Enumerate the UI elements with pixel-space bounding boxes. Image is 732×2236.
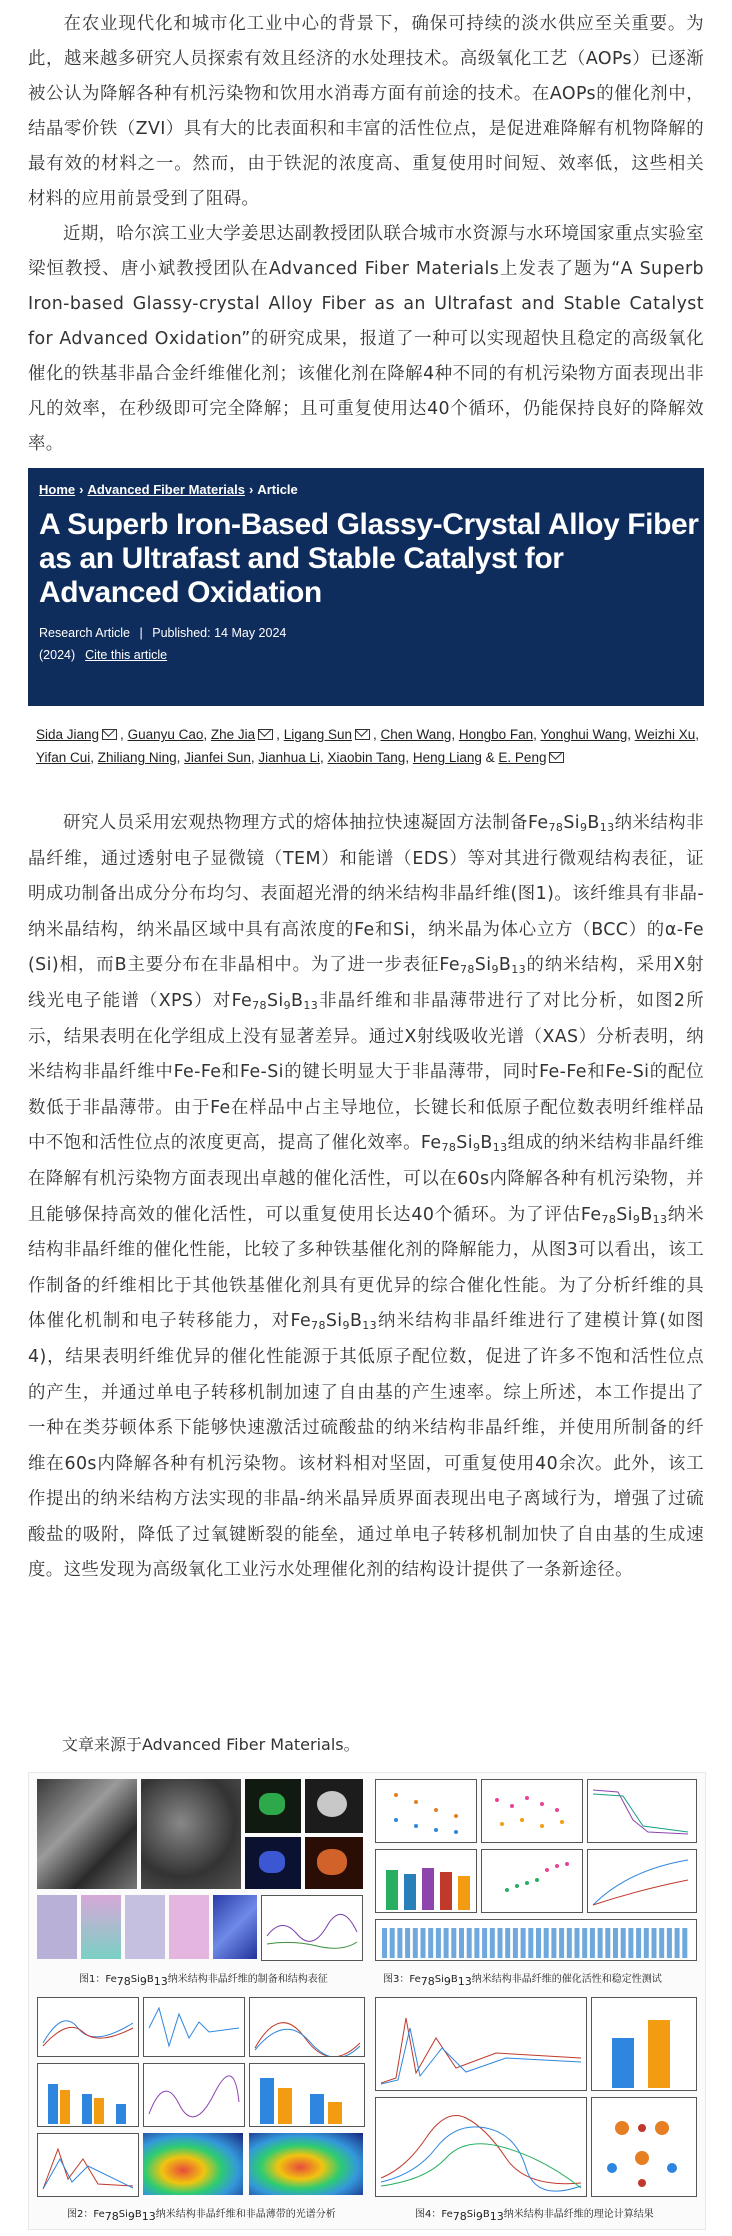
figure-4 (375, 1997, 697, 2223)
author-name[interactable]: Guanyu Cao (127, 727, 204, 742)
author-name[interactable]: Hongbo Fan (458, 727, 534, 742)
apt-map-1 (37, 1895, 77, 1959)
fig2-plot-g (37, 2133, 139, 2197)
author-name[interactable]: Yonghui Wang (540, 727, 628, 742)
fig2-plot-b (143, 1997, 245, 2057)
cycle-bar (436, 1928, 441, 1958)
cycle-bar (621, 1928, 626, 1958)
apt-map-5 (213, 1895, 257, 1959)
cycle-bar (390, 1928, 395, 1958)
cycle-bar (675, 1928, 680, 1958)
cycle-bar (575, 1928, 580, 1958)
fig2-plot-e (143, 2063, 245, 2127)
email-icon[interactable] (355, 729, 370, 740)
cycle-bar (451, 1928, 456, 1958)
author-list: Sida Jiang , Guanyu Cao, Zhe Jia , Ligang Sun , Chen Wang, Hongbo Fan, Yonghui Wang, Weizhi Xu, Yifan Cui, Zhiliang Ning, Jianfei Sun, Jianhua Li, Xiaobin Tang, Heng Liang & E. Peng (36, 727, 700, 765)
cycle-bar (505, 1928, 510, 1958)
source-note: 文章来源于Advanced Fiber Materials。 (62, 1735, 360, 1754)
cycle-bar (474, 1928, 479, 1958)
fig1-caption: 图1：$Fe_{78}Si_9B_{13}$纳米结构非晶纤维的制备和结构表征 (79, 1974, 328, 1988)
apt-map-4 (169, 1895, 209, 1959)
cycle-bar (598, 1928, 603, 1958)
fig2-plot-c (249, 1997, 365, 2057)
article-meta (39, 626, 286, 640)
fig2-plot-f (249, 2063, 365, 2127)
figure-1 (37, 1779, 365, 1989)
cycle-bar (652, 1928, 657, 1958)
separator: | (139, 626, 143, 640)
cycle-bar (613, 1928, 618, 1958)
author-name[interactable]: Jianhua Li (258, 750, 320, 765)
wavelet-map-1 (143, 2133, 243, 2195)
fig3-plot-f (587, 1849, 697, 1913)
fig3-caption: 图3：$Fe_{78}Si_9B_{13}$纳米结构非晶纤维的催化活性和稳定性测试 (383, 1974, 662, 1988)
fig4-plot-a (375, 1997, 587, 2091)
author-name[interactable]: Chen Wang (380, 727, 452, 742)
eds-map-si (305, 1779, 363, 1833)
hrtem-image (141, 1779, 241, 1889)
cycle-bar (528, 1928, 533, 1958)
cycle-bar (536, 1928, 541, 1958)
cycle-bar (559, 1928, 564, 1958)
figure-2 (37, 1997, 365, 2223)
eds-map-b (245, 1837, 301, 1889)
email-icon[interactable] (549, 752, 564, 763)
intro-paragraph-2: 近期，哈尔滨工业大学姜思达副教授团队联合城市水资源与水环境国家重点实验室梁恒教授、唐小斌教授团队在Advanced Fiber Materials上发表了题为“A Superb Iron-based Glassy-crystal Alloy Fiber as an Ultrafast and Stable Catalyst for Advanced Oxidation”的研究成果，报道了一种可以实现超快且稳定的高级氧化催化的铁基非晶合金纤维催化剂；该催化剂在降解4种不同的有机污染物方面表现出非凡的效率，在秒级即可完全降解；且可重复使用达40个循环，仍能保持良好的降解效率。 (28, 224, 704, 454)
cycle-bar (405, 1928, 410, 1958)
cycle-bar (490, 1928, 495, 1958)
apt-map-3 (125, 1895, 165, 1959)
fig2-plot-a (37, 1997, 139, 2057)
body-paragraph: 研究人员采用宏观热物理方式的熔体抽拉快速凝固方法制备$Fe_{78}Si_9B_{13}$纳米结构非晶纤维，通过透射电子显微镜（TEM）和能谱（EDS）等对其进行微观结构表征，证明成功制备出成分分布均匀、表面超光滑的纳米结构非晶纤维(图1)。该纤维具有非晶-纳米晶结构，纳米晶区域中具有高浓度的Fe和Si，纳米晶为体心立方（BCC）的α-Fe (Si)相，而B主要分布在非晶相中。为了进一步表征$Fe_{78}Si_9B_{13}$的纳米结构，采用X射线光电子能谱（XPS）对$Fe_{78}Si_9B_{13}$非晶纤维和非晶薄带进行了对比分析，如图2所示，结果表明在化学组成上没有显著差异。通过X射线吸收光谱（XAS）分析表明，纳米结构非晶纤维中Fe-Fe和Fe-Si的键长明显大于非晶薄带，同时Fe-Fe和Fe-Si的配位数低于非晶薄带。由于Fe在样品中占主导地位，长键长和低原子配位数表明纤维样品中不饱和活性位点的浓度更高，提高了催化效率。$Fe_{78}Si_9B_{13}$组成的纳米结构非晶纤维在降解有机污染物方面表现出卓越的催化活性，可以在60s内降解各种有机污染物，并且能够保持高效的催化活性，可以重复使用长达40个循环。为了评估$Fe_{78}Si_9B_{13}$纳米结构非晶纤维的催化性能，比较了多种铁基催化剂的降解能力，从图3可以看出，该工作制备的纤维相比于其他铁基催化剂具有更优异的综合催化性能。为了分析纤维的具体催化机制和电子转移能力，对$Fe_{78}Si_9B_{13}$纳米结构非晶纤维进行了建模计算(如图4)，结果表明纤维优异的催化性能源于其低原子配位数，促进了许多不饱和活性位点的产生，并通过单电子转移机制加速了自由基的产生速率。综上所述，本工作提出了一种在类芬顿体系下能够快速激活过硫酸盐的纳米结构非晶纤维，并使用所制备的纤维在60s内降解各种有机污染物。该材料相对坚固，可重复使用40余次。此外，该工作提出的纳米结构方法实现的非晶-纳米晶异质界面表现出电子离域行为，增强了过硫酸盐的吸附，降低了过氧键断裂的能垒，通过单电子转移机制加快了自由基的生成速度。这些发现为高级氧化工业污水处理催化剂的结构设计提供了一条新途径。 (28, 813, 705, 1581)
composition-plot (261, 1895, 363, 1961)
fig2-caption: 图2：$Fe_{78}Si_9B_{13}$纳米结构非晶纤维和非晶薄带的光谱分析 (67, 2209, 336, 2223)
cycle-bar (544, 1928, 549, 1958)
figure-composite (28, 1772, 706, 2230)
cycle-bar (644, 1928, 649, 1958)
article-type: Research Article (39, 626, 131, 640)
cite-link[interactable]: Cite this article (85, 648, 168, 662)
intro-paragraph-1: 在农业现代化和城市化工业中心的背景下，确保可持续的淡水供应至关重要。为此，越来越多研究人员探索有效且经济的水处理技术。高级氧化工艺（AOPs）已逐渐被公认为降解各种有机污染物和饮用水消毒方面有前途的技术。在AOPs的催化剂中，结晶零价铁（ZVI）具有大的比表面积和丰富的活性位点，是促进难降解有机物降解的最有效的材料之一。然而，由于铁泥的浓度高、重复使用时间短、效率低，这些相关材料的应用前景受到了阻碍。 (28, 14, 704, 209)
wavelet-map-2 (249, 2133, 363, 2195)
cycle-bar (659, 1928, 664, 1958)
cycle-bar (421, 1928, 426, 1958)
author-name[interactable]: Sida Jiang (36, 727, 100, 742)
cycle-bar (513, 1928, 518, 1958)
fig4-structure-model (591, 2097, 697, 2197)
cycle-bar (605, 1928, 610, 1958)
cycle-bar (444, 1928, 449, 1958)
fig4-plot-c (375, 2097, 587, 2197)
eds-map-fe (245, 1779, 301, 1833)
cycle-bar (413, 1928, 418, 1958)
cycle-bar (590, 1928, 595, 1958)
article-year: (2024) (39, 648, 76, 662)
author-name[interactable]: Heng Liang (412, 750, 482, 765)
cycle-bar (482, 1928, 487, 1958)
author-name[interactable]: Yifan Cui (36, 750, 91, 765)
author-name[interactable]: Zhiliang Ning (97, 750, 177, 765)
chevron-right-icon: › (79, 482, 84, 497)
breadcrumb-article: Article (257, 482, 298, 497)
cycle-bar (397, 1928, 402, 1958)
cycle-bar (628, 1928, 633, 1958)
cycle-bar (667, 1928, 672, 1958)
cycle-bar (551, 1928, 556, 1958)
breadcrumb-home[interactable]: Home (39, 482, 76, 497)
chevron-right-icon: › (248, 482, 254, 497)
fig3-plot-a (375, 1779, 477, 1843)
cycle-bar (521, 1928, 526, 1958)
breadcrumb-journal[interactable]: Advanced Fiber Materials (87, 482, 245, 497)
cycle-bar (459, 1928, 464, 1958)
cycle-bar (467, 1928, 472, 1958)
article-meta-year (39, 648, 167, 662)
cycle-bar (636, 1928, 641, 1958)
cycle-bar (682, 1928, 687, 1958)
fig2-plot-d (37, 2063, 139, 2127)
author-name[interactable]: Ligang Sun (283, 727, 352, 742)
cycle-bar (428, 1928, 433, 1958)
author-name[interactable]: Xiaobin Tang (327, 750, 406, 765)
eds-map-o (305, 1837, 363, 1889)
fig3-plot-c (587, 1779, 697, 1843)
fig4-caption: 图4：$Fe_{78}Si_9B_{13}$纳米结构非晶纤维的理论计算结果 (415, 2209, 654, 2223)
fig3-plot-d (375, 1849, 477, 1913)
cycle-bar (382, 1928, 387, 1958)
fig3-cycling-plot (375, 1919, 697, 1961)
tem-image (37, 1779, 137, 1889)
article-banner (28, 468, 704, 706)
article-title: A Superb Iron-Based Glassy-Crystal Alloy Fiber as an Ultrafast and Stable Catalyst for Advanced Oxidation (39, 508, 699, 609)
author-name[interactable]: Weizhi Xu (634, 727, 696, 742)
email-icon[interactable] (258, 729, 273, 740)
cycle-bar (498, 1928, 503, 1958)
apt-map-2 (81, 1895, 121, 1959)
fig4-plot-b (591, 1997, 697, 2091)
breadcrumb (39, 482, 298, 497)
cycle-bar (582, 1928, 587, 1958)
author-name[interactable]: E. Peng (498, 750, 547, 765)
fig3-plot-e (481, 1849, 583, 1913)
email-icon[interactable] (102, 729, 117, 740)
author-name[interactable]: Jianfei Sun (184, 750, 251, 765)
cycle-bar (567, 1928, 572, 1958)
figure-3 (375, 1779, 697, 1989)
published-date: Published: 14 May 2024 (152, 626, 287, 640)
fig3-plot-b (481, 1779, 583, 1843)
author-name[interactable]: Zhe Jia (210, 727, 256, 742)
